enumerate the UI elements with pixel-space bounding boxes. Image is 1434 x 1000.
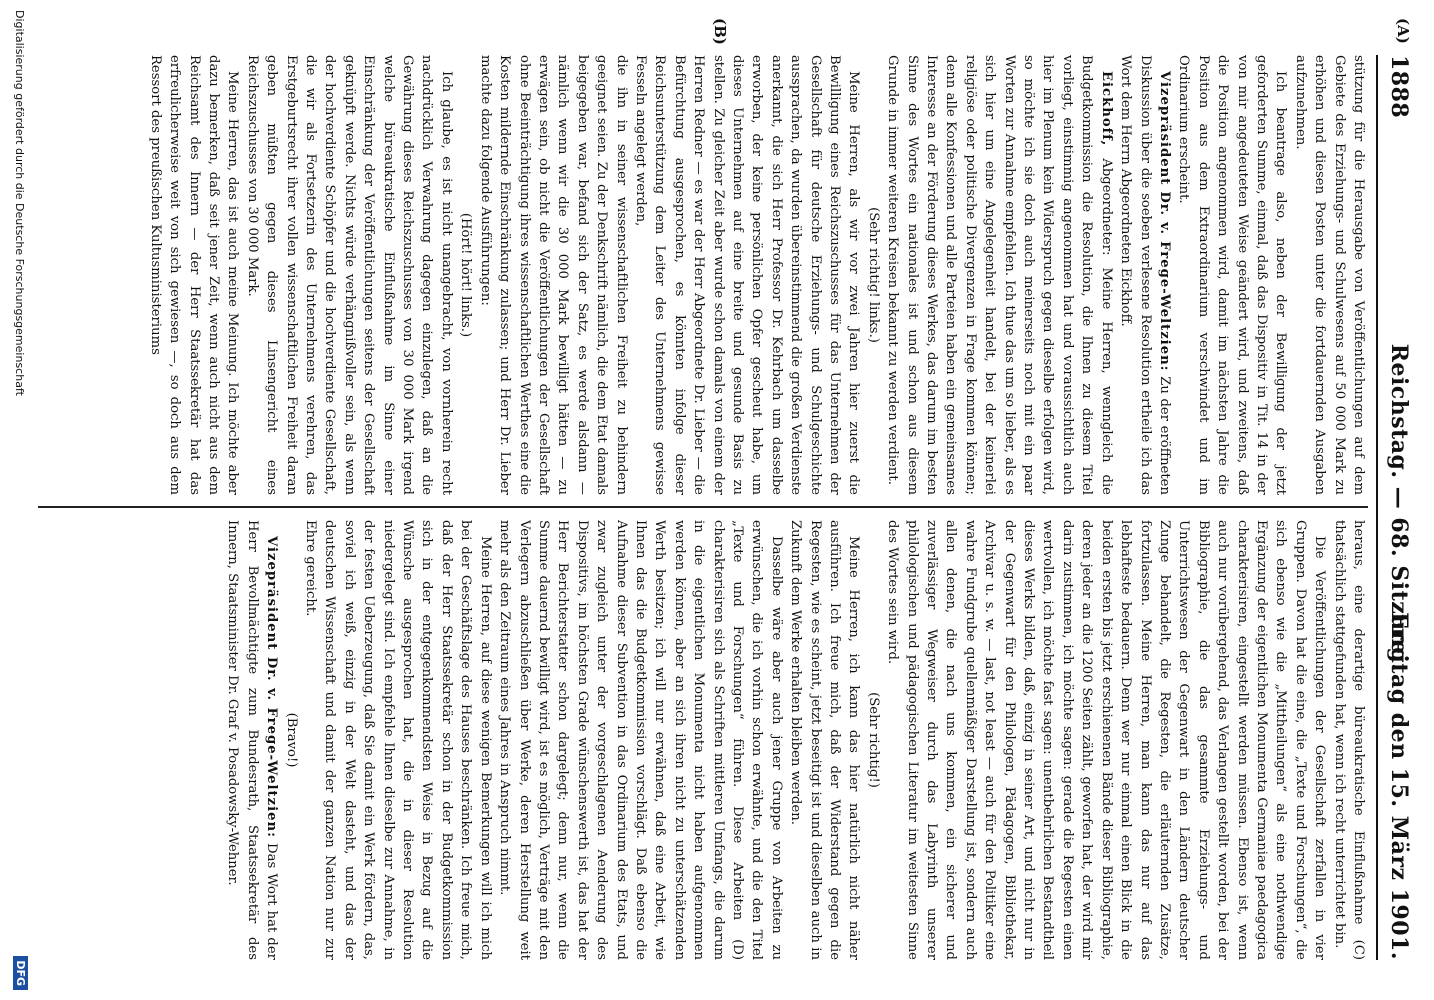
paragraph-text: (Sehr richtig! links.) bbox=[865, 207, 881, 343]
paragraph-text: die ihn in seiner wissenschaftlichen Freiheit zu behindern geeignet seien. Zu der Denkschrift nämlich, die dem Etat damals beigegeben war, befand sich der Satz, es werde alsdann — nämlich wenn wir die 30 000 Mark bewilligt hätten — zu erwägen sein, ob nicht die Veröffentlichungen der Gesellschaft ohne Beeinträchtigung ihres wissenschaftlichen Werthes eine die Kosten mildernde Einschränkung zulassen; und Herr Dr. Lieber machte dazu folgende Ausführungen: bbox=[477, 55, 629, 495]
page-number: 1888 bbox=[1386, 55, 1412, 119]
dfg-logo: DFG bbox=[13, 956, 28, 990]
left-column-paragraph bbox=[456, 55, 475, 495]
paragraph-text: Abgeordneter: Meine Herren, wenngleich die Budgetkommission die Resolution, die Ihnen zu diesem Titel vorliegt, einstimmig angenommen hat und voraussichtlich auch hier im Plenum kein Widerspruch gegen dieselbe erfolgen wird, so möchte ich sie doch auch meinerseits noch mit ein paar Worten zur Annahme empfehlen. Ich thue das um so lieber, als es sich hier um eine Angelegenheit handelt, bei der keinerlei religiöse oder politische Divergenzen in Frage kommen können; denn alle Konfessionen und alle Parteien haben ein gemeinsames Interesse an der Förderung dieses Werkes, das darum im besten Sinne des Wortes ein nationales ist und schon aus diesem Grunde in immer weiteren Kreisen bekannt zu werden verdient. bbox=[885, 55, 1114, 495]
left-column-paragraph bbox=[1290, 55, 1368, 495]
margin-marker-b: (B) bbox=[711, 18, 729, 45]
header-rule bbox=[1376, 55, 1378, 960]
speaker-name: Eickhoff, bbox=[1098, 71, 1114, 147]
speaker-name: Vizepräsident Dr. v. Frege-Weltzien: bbox=[264, 536, 280, 838]
paragraph-text: Meine Herren, auf diese wenigen Bemerkungen will ich mich bei der Geschäftslage des Hauses beschränken. Ich freue mich, daß der Herr Staatssekretär schon in der Budgetkommission sich in der entgegenkommendsten Weise in Bezug auf die Wünsche ausgesprochen hat, die in dieser Resolution niedergelegt sind. Ich empfehle Ihnen dieselbe zur Annahme, in der festen Ueberzeugung, daß Sie damit ein Werk fördern, das, soviel ich weiß, einzig in der Welt dasteht, und das der deutschen Wissenschaft und damit der ganzen Nation nur zur Ehre gereicht. bbox=[303, 520, 493, 960]
right-column bbox=[8, 520, 1368, 960]
left-column-paragraph bbox=[242, 55, 455, 495]
paragraph-text: Ich glaube, es ist nicht unangebracht, von vornherein recht nachdrücklich Verwahrung dagegen einzulegen, daß an die Gewährung dieses Reichszuschusses von 30 000 Mark irgend welche büreaukratische Einflußnahme im Sinne einer Einschränkung der Veröffentlichungen seitens der Gesellschaft geknüpft werde. Nichts würde verhängnißvoller sein, als wenn der hochverdiente Schöpfer und die hochverdiente Gesellschaft, die wir als Fortsetzerin des Unternehmens verehren, das Erstgeburtsrecht ihrer vollen wissenschaftlichen Freiheit daran geben müßten gegen dieses Linsengericht eines Reichszuschusses von 30 000 Mark. bbox=[244, 55, 454, 495]
page-title: Reichstag. — 68. Sitzung. bbox=[1386, 343, 1412, 672]
speaker-name: Vizepräsident Dr. v. Frege-Weltzien: bbox=[1156, 71, 1172, 372]
paragraph-text: Zu der eröffneten Diskussion über die soeben verlesene Resolution ertheile ich das Wort dem Herrn Abgeordneten Eickhoff. bbox=[1118, 55, 1172, 495]
right-column-paragraph bbox=[786, 520, 864, 960]
left-column-paragraph bbox=[1116, 55, 1174, 495]
paragraph-text: Die Veröffentlichungen der Gesellschaft zerfallen in vier Gruppen. Davon hat die eine, die „Texte und Forschungen“, die sich ebenso wie die „Mittheilungen“ als eine nothwendige Ergänzung der eigentlichen Monumenta Germaniae paedagogica charakterisiren, eingestellt werden müssen. Ebenso ist, wenn auch nur vorübergehend, das Verlangen gestellt worden, bei der Bibliographie, die das gesammte Erziehungs- und Unterrichtswesen der Gegenwart in den Ländern deutscher Zunge behandelt, die Regesten, die erläuternden Zusätze, fortzulassen. Meine Herren, man kann das nur auf das lebhafteste bedauern. Denn wer nur einmal einen Blick in die beiden ersten bis jetzt erschienenen Bände dieser Bibliographie, deren jeder an die 1200 Seiten zählt, geworfen hat, der wird mir darin zustimmen, ich möchte sagen: gerade die Regesten einen wertvollen, ich möchte fast sagen: unentbehrlichen Bestandtheil dieses Werks bilden, daß, einzig in seiner Art, und nicht nur in der Gegenwart für den Philologen, Pädagogen, Bibliothekar, Archivar u. s. w. — last, not least — auch für den Politiker eine wahre Fundgrube quellenmäßiger Darstellung ist, sondern auch allen denen, die nach uns kommen, ein sicherer und zuverlässiger Wegweiser durch das Labyrinth unserer philologischen und pädagogischen Literatur im weitesten Sinne des Wortes sein wird. bbox=[885, 520, 1328, 960]
left-column-paragraph bbox=[863, 55, 882, 495]
digitization-footer bbox=[6, 10, 30, 990]
left-column-paragraph bbox=[475, 55, 630, 495]
paragraph-text: Ich beantrage also, neben der Bewilligung der jetzt geforderten Summe, einmal, daß das Dispositiv in Tit. 14 in der von mir angedeuteten Weise geändert wird, und zweitens, daß die Position angenommen wird, damit im nächsten Jahre die Position aus dem Extraordinarium verschwindet und im Ordinarium erscheint. bbox=[1176, 55, 1289, 495]
right-column-paragraph bbox=[1329, 520, 1368, 960]
page-header bbox=[1382, 55, 1412, 960]
right-column-paragraph bbox=[223, 520, 281, 960]
left-column-paragraph bbox=[1174, 55, 1290, 495]
paragraph-text: Das Wort hat der Herr Bevollmächtigte zum Bundesrath, Staatssekretär des Innern, Staatsminister Dr. Graf v. Posadowsky-Wehner. bbox=[225, 520, 280, 960]
left-column-paragraph bbox=[883, 55, 1116, 495]
session-date: Freitag den 15. März 1901. bbox=[1386, 612, 1412, 960]
paragraph-text: heraus, eine derartige büreaukratische Einflußnahme (C) thatsächlich stattgefunden hat, wenn ich recht unterrichtet bin. bbox=[1331, 520, 1366, 960]
left-column-paragraph bbox=[145, 55, 242, 495]
paragraph-text: Meine Herren, das ist auch meine Meinung. Ich möchte aber dazu bemerken, daß seit jener Zeit, wenn auch nicht aus dem Reichsamt des Innern — der Herr Staatssekretär hat das erfreulicherweise weit von sich gewiesen —, so doch aus dem Ressort des preußischen Kultusministeriums bbox=[147, 55, 241, 495]
paragraph-text: Meine Herren, ich kann das hier natürlich nicht näher ausführen. Ich freue mich, daß der Widerstand gegen die Regesten, wie es scheint, jetzt beseitigt ist und dieselben auch in Zukunft dem Werke erhalten bleiben werden. bbox=[788, 520, 862, 960]
footer-credit: Digitalisierung gefördert durch die Deutsche Forschungsgemeinschaft bbox=[13, 10, 26, 396]
left-column-paragraph bbox=[631, 55, 864, 495]
right-column-paragraph bbox=[281, 520, 300, 960]
paragraph-text: (Bravo!) bbox=[283, 712, 299, 768]
right-column-paragraph bbox=[495, 520, 786, 960]
paragraph-text: (Sehr richtig!) bbox=[865, 692, 881, 788]
left-column bbox=[8, 55, 1368, 495]
paragraph-text: Meine Herren, als wir vor zwei Jahren hier zuerst die Bewilligung eines Reichszuschusses für das Unternehmen der Gesellschaft für deutsche Erziehungs- und Schulgeschichte aussprachen, da wurden übereinstimmend die großen Verdienste anerkannt, die sich Herr Professor Dr. Kehrbach um dasselbe erworben, der keine persönlichen Opfer gescheut habe, um dieses Unternehmen auf eine breite und gesunde Basis zu stellen. Zu gleicher Zeit aber wurde schon damals von einem der Herren Redner — es war der Herr Abgeordnete Dr. Lieber — die Befürchtung ausgesprochen, es könnten infolge dieser Reichsunterstützung dem Leiter des Unternehmens gewisse Fesseln angelegt werden, bbox=[632, 55, 862, 495]
paragraph-text: Dasselbe wäre aber auch jener Gruppe von Arbeiten zu erwünschen, die ich vorhin schon erwähnte, und die den Titel „Texte und Forschungen“ führen. Diese Arbeiten (D) charakterisiren sich als Schriften mittleren Umfangs, die darum in die eigentlichen Monumenta nicht haben aufgenommen werden können, aber an sich ihren nicht zu unterschätzenden Werth besitzen; ich will nur erwähnen, daß eine Arbeit, wie Ihnen das die Budgetkommission vorschlägt. Daß ebenso die Aufnahme dieser Subvention in das Ordinarium des Etats, und zwar zugleich unter der vorgeschlagenen Aenderung des Dispositivs, im höchsten Grade wünschenswerth ist, das hat der Herr Berichterstatter schon dargelegt; denn nur, wenn die Summe dauernd bewilligt wird, ist es möglich, Verträge mit den Verlegern abzuschließen über Werke, deren Herstellung weit mehr als den Zeitraum eines Jahres in Anspruch nimmt. bbox=[497, 520, 784, 960]
right-column-paragraph bbox=[301, 520, 495, 960]
column-divider bbox=[38, 506, 1368, 508]
right-column-paragraph bbox=[863, 520, 882, 960]
right-column-paragraph bbox=[883, 520, 1329, 960]
paragraph-text: stützung für die Herausgabe von Veröffentlichungen auf dem Gebiete des Erziehungs- und Schulwesens auf 50 000 Mark zu erhöhen und diesen Posten unter die fortdauernden Ausgaben aufzunehmen. bbox=[1292, 55, 1366, 495]
paragraph-text: (Hört! hört! links.) bbox=[458, 212, 474, 338]
margin-marker-a: (A) bbox=[1394, 18, 1412, 44]
